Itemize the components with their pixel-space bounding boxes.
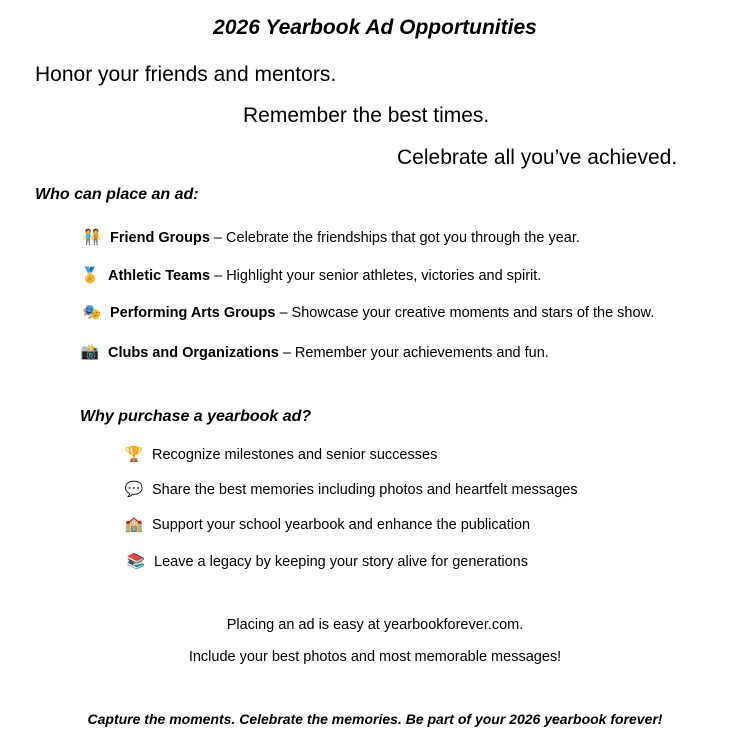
list-item (124, 515, 530, 533)
item-name: Clubs and Organizations (108, 345, 279, 361)
list-item (80, 343, 549, 361)
list-item (82, 228, 580, 246)
closing-line-1: Placing an ad is easy at yearbookforever.com. (226, 617, 524, 633)
closing-line-2: Include your best photos and most memorable messages! (188, 649, 562, 665)
why-heading: Why purchase a yearbook ad? (80, 408, 312, 425)
item-name: Friend Groups (110, 230, 210, 246)
item-desc: – Remember your achievements and fun. (278, 345, 549, 361)
speech-bubble-icon: 💬 (124, 481, 144, 498)
books-icon: 📚 (126, 553, 146, 570)
tagline-celebrate: Celebrate all you’ve achieved. (397, 146, 678, 169)
medal-icon: 🏅 (80, 267, 100, 284)
page-title: 2026 Yearbook Ad Opportunities (213, 16, 537, 39)
school-icon: 🏫 (124, 516, 144, 533)
camera-icon: 📸 (80, 344, 100, 361)
list-item (124, 445, 437, 463)
item-text: Support your school yearbook and enhance the publication (152, 517, 531, 533)
item-text: Share the best memories including photos and heartfelt messages (152, 482, 578, 498)
friends-icon: 🧑‍🤝‍🧑 (82, 229, 102, 246)
trophy-icon: 🏆 (124, 446, 144, 463)
item-name: Athletic Teams (108, 268, 211, 284)
item-text: Recognize milestones and senior successes (152, 447, 438, 463)
item-desc: – Showcase your creative moments and stars of the show. (275, 305, 655, 321)
tagline-remember: Remember the best times. (243, 104, 490, 127)
theater-masks-icon: 🎭 (82, 304, 102, 321)
footer-slogan: Capture the moments. Celebrate the memories. Be part of your 2026 yearbook forever! (87, 711, 663, 727)
item-name: Performing Arts Groups (110, 305, 276, 321)
item-text: Leave a legacy by keeping your story alive for generations (154, 554, 528, 570)
who-heading: Who can place an ad: (35, 186, 199, 203)
list-item (126, 552, 528, 570)
item-desc: – Celebrate the friendships that got you through the year. (209, 230, 580, 246)
list-item (124, 480, 578, 498)
item-desc: – Highlight your senior athletes, victories and spirit. (210, 268, 542, 284)
list-item (82, 303, 654, 321)
tagline-honor: Honor your friends and mentors. (35, 63, 337, 86)
list-item (80, 266, 541, 284)
